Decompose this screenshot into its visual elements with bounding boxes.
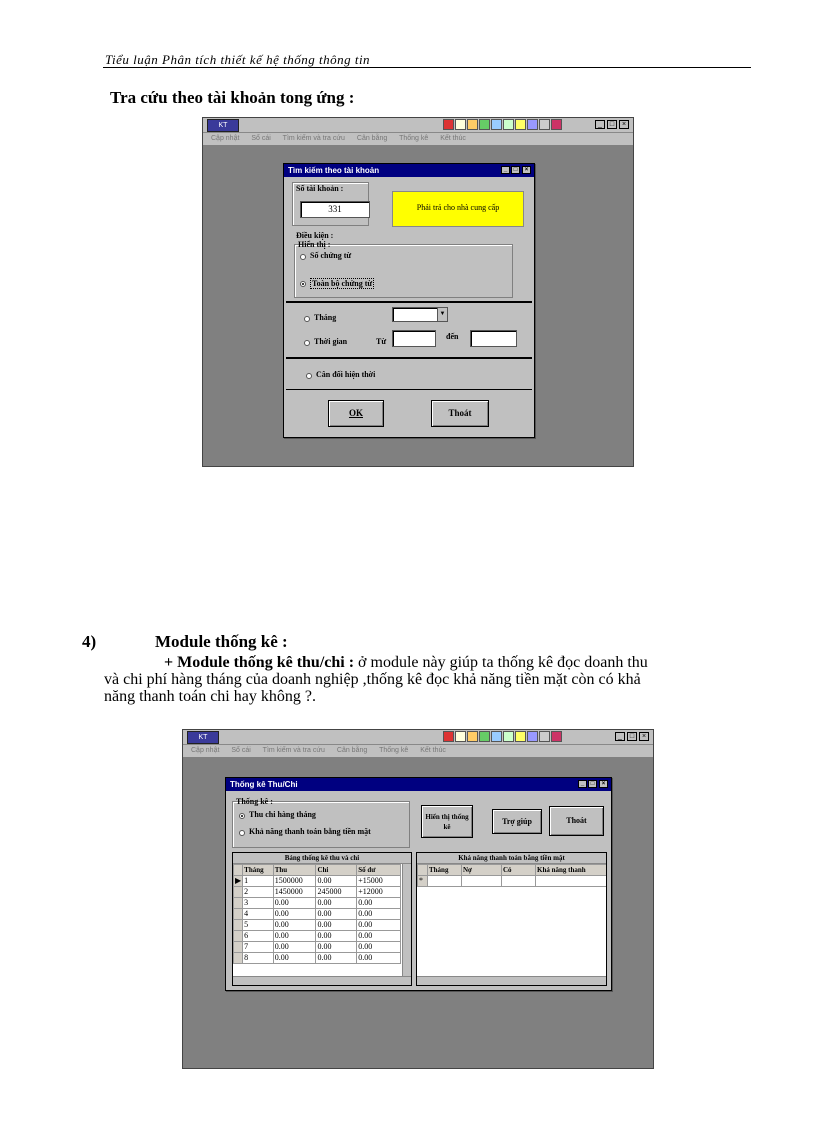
current-row-marker[interactable]: ▶ [235,876,242,885]
table-cell[interactable]: 1 [243,876,274,887]
menu-item[interactable]: Tìm kiếm và tra cứu [262,747,325,754]
maximize-icon[interactable]: □ [627,732,637,741]
toolbar-icon[interactable] [527,731,538,742]
table-cell[interactable]: +15000 [357,876,401,887]
table-cell[interactable]: +12000 [357,887,401,898]
table-cell[interactable] [536,876,607,887]
app-menubar [183,745,653,757]
from-label: Từ [376,337,387,346]
menu-item[interactable]: Cập nhật [191,747,220,754]
divider [286,357,532,359]
toolbar-icon[interactable] [539,731,550,742]
table-row[interactable] [418,876,607,887]
column-header: Chi [316,865,357,876]
app-toolbar [203,118,633,133]
hien-thi-button[interactable]: Hiển thị thống kê [421,805,473,838]
table-cell[interactable]: 6 [243,931,274,942]
toolbar-icons [443,119,562,130]
vertical-scrollbar[interactable] [402,864,411,977]
table-cell[interactable]: 0.00 [316,942,357,953]
radio-toan-bo[interactable] [300,281,306,287]
toolbar-icon[interactable] [455,731,466,742]
table-cell[interactable]: 7 [243,942,274,953]
section-paragraph [104,654,750,705]
radio-label: Toàn bộ chứng từ [312,279,373,288]
toolbar-icon[interactable] [455,119,466,130]
maximize-icon[interactable]: □ [511,166,520,174]
tro-giup-button[interactable]: Trợ giúp [492,809,542,834]
minimize-icon[interactable]: _ [578,780,587,788]
table-cell[interactable]: 0.00 [273,931,316,942]
row-header[interactable] [234,909,243,920]
grid-title: Bảng thống kê thu và chi [233,853,411,864]
dialog-title-bar [226,778,611,791]
condition-label: Điều kiện : [296,231,334,240]
section-heading-lookup: Tra cứu theo tài khoản tong ứng : [110,88,355,107]
row-header[interactable] [234,931,243,942]
row-header[interactable] [234,920,243,931]
column-header: Nợ [462,865,502,876]
paragraph-text: ở module này giúp ta thống kê đọc doanh thu [354,654,648,671]
table-cell[interactable]: 4 [243,909,274,920]
from-date-input[interactable] [392,330,436,347]
chevron-down-icon[interactable]: ▼ [437,308,447,321]
toolbar-icon[interactable] [503,119,514,130]
table-cell[interactable]: 245000 [316,887,357,898]
paragraph-line-1 [104,654,750,671]
radio-kha-nang[interactable] [239,830,245,836]
dialog-title: Tìm kiếm theo tài khoản [288,166,380,175]
close-icon[interactable]: × [522,166,531,174]
table-cell[interactable]: 0.00 [357,942,401,953]
toolbar-icon[interactable] [539,119,550,130]
menu-item[interactable]: Thống kê [399,135,429,142]
close-icon[interactable]: × [619,120,629,129]
month-select[interactable] [392,307,448,322]
toolbar-icon[interactable] [515,119,526,130]
menu-item[interactable]: Sổ cái [231,747,251,754]
radio-label: Cân đối hiện thời [316,370,376,379]
radio-label: Thời gian [314,337,348,346]
table-row[interactable] [234,942,401,953]
menu-item[interactable]: Cân bằng [336,747,368,754]
radio-thang[interactable] [304,316,310,322]
table-cell[interactable]: 0.00 [316,920,357,931]
thoat-button[interactable]: Thoát [431,400,489,427]
minimize-icon[interactable]: _ [501,166,510,174]
display-label: Hiển thị : [298,240,331,249]
table-cell[interactable]: 0.00 [357,931,401,942]
toolbar-icon[interactable] [551,731,562,742]
screenshot-account-lookup [202,117,634,467]
column-header: Thu [273,865,316,876]
table-row[interactable] [234,887,401,898]
divider [286,389,532,390]
account-tooltip: Phải trả cho nhà cung cấp [392,191,524,227]
row-header-corner [234,865,243,876]
table-cell[interactable] [428,876,462,887]
toolbar-icon[interactable] [467,731,478,742]
horizontal-scrollbar[interactable] [233,976,411,985]
toolbar-icon[interactable] [551,119,562,130]
menu-item[interactable]: Kết thúc [420,747,446,754]
row-header[interactable] [234,898,243,909]
paragraph-line-3: năng thanh toán chi hay không ?. [104,688,316,705]
dialog-title: Thống kê Thu/Chi [230,780,298,789]
toolbar-icon[interactable] [503,731,514,742]
column-header: Tháng [428,865,462,876]
table-cell[interactable]: 0.00 [316,953,357,964]
close-icon[interactable]: × [599,780,608,788]
table-row[interactable] [234,876,401,887]
table-row[interactable] [234,920,401,931]
account-label: Số tài khoản : [296,184,344,193]
table-cell[interactable]: 0.00 [273,920,316,931]
table-cell[interactable]: 0.00 [357,920,401,931]
header-rule [103,67,751,68]
radio-label: Số chứng từ [310,251,352,260]
radio-label: Tháng [314,313,337,322]
table-row[interactable] [234,909,401,920]
table-cell[interactable]: 0.00 [316,876,357,887]
statistics-group [232,801,410,848]
close-icon[interactable]: × [639,732,649,741]
table-cell[interactable]: 0.00 [357,898,401,909]
menu-item[interactable]: Kết thúc [440,135,466,142]
table-row[interactable] [234,953,401,964]
column-header: Khả năng thanh [536,865,607,876]
paragraph-line-2: và chi phí hàng tháng của doanh nghiệp ,thống kê đọc khả năng tiền mặt còn có khả [104,671,641,688]
dialog-title-bar [284,164,534,177]
table-cell[interactable]: 8 [243,953,274,964]
left-statistics-grid [232,852,412,986]
table-cell[interactable]: 0.00 [316,898,357,909]
table-cell[interactable]: 0.00 [357,953,401,964]
left-grid-table [233,864,401,964]
right-statistics-grid [416,852,607,986]
grid-title: Khả năng thanh toán bằng tiền mặt [417,853,606,864]
table-cell[interactable]: 2 [243,887,274,898]
toolbar-icon[interactable] [443,119,454,130]
toolbar-icon[interactable] [479,731,490,742]
section-title: Module thống kê : [155,632,288,651]
menu-item[interactable]: Cập nhật [211,135,240,142]
to-label: đến [446,332,459,341]
column-header: Số dư [357,865,401,876]
radio-label: Thu chi hàng tháng [249,810,316,819]
maximize-icon[interactable]: □ [588,780,597,788]
toolbar-icon[interactable] [491,119,502,130]
menu-item[interactable]: Sổ cái [251,135,271,142]
toolbar-icon[interactable] [515,731,526,742]
account-lookup-dialog [283,163,535,438]
screenshot-statistics [182,729,654,1069]
table-cell[interactable]: 1450000 [273,887,316,898]
table-cell[interactable]: 0.00 [273,953,316,964]
app-menubar [203,133,633,145]
table-cell[interactable]: 0.00 [316,931,357,942]
row-header[interactable] [234,887,243,898]
table-cell[interactable]: 0.00 [273,898,316,909]
section-number: 4) [82,632,97,651]
toolbar-icons [443,731,562,742]
row-header[interactable] [234,953,243,964]
new-row-marker: * [418,876,428,887]
table-cell[interactable] [502,876,536,887]
table-cell[interactable]: 0.00 [357,909,401,920]
to-date-input[interactable] [470,330,517,347]
table-cell[interactable]: 5 [243,920,274,931]
table-cell[interactable]: 1500000 [273,876,316,887]
menu-item[interactable]: Cân bằng [356,135,388,142]
radio-so-chung-tu[interactable] [300,254,306,260]
radio-thoi-gian[interactable] [304,340,310,346]
thoat-button[interactable]: Thoát [549,806,604,836]
column-header: Tháng [243,865,274,876]
radio-thu-chi[interactable] [239,813,245,819]
app-logo: KT [207,119,239,132]
toolbar-icon[interactable] [491,731,502,742]
minimize-icon[interactable]: _ [595,120,605,129]
paragraph-bold: + Module thống kê thu/chi : [164,654,355,671]
table-cell[interactable]: 0.00 [273,942,316,953]
horizontal-scrollbar[interactable] [417,976,606,985]
table-cell[interactable]: 0.00 [273,909,316,920]
maximize-icon[interactable]: □ [607,120,617,129]
right-grid-table [417,864,607,887]
toolbar-icon[interactable] [467,119,478,130]
row-header[interactable] [234,942,243,953]
radio-can-doi[interactable] [306,373,312,379]
app-logo: KT [187,731,219,744]
statistics-label: Thống kê : [236,797,273,806]
table-row[interactable] [234,898,401,909]
radio-label: Khả năng thanh toán bằng tiền mặt [249,827,371,836]
table-row[interactable] [234,931,401,942]
page-header: Tiểu luận Phân tích thiết kế hệ thống thông tin [105,52,371,67]
menu-item[interactable]: Thống kê [379,747,409,754]
toolbar-icon[interactable] [479,119,490,130]
ok-button[interactable]: OK [328,400,384,427]
column-header: Có [502,865,536,876]
minimize-icon[interactable]: _ [615,732,625,741]
account-input[interactable]: 331 [300,201,370,218]
app-toolbar [183,730,653,745]
statistics-dialog [225,777,612,991]
table-cell[interactable] [462,876,502,887]
table-cell[interactable]: 0.00 [316,909,357,920]
toolbar-icon[interactable] [527,119,538,130]
divider [286,301,532,303]
menu-item[interactable]: Tìm kiếm và tra cứu [282,135,345,142]
row-header-corner [418,865,428,876]
table-cell[interactable]: 3 [243,898,274,909]
toolbar-icon[interactable] [443,731,454,742]
